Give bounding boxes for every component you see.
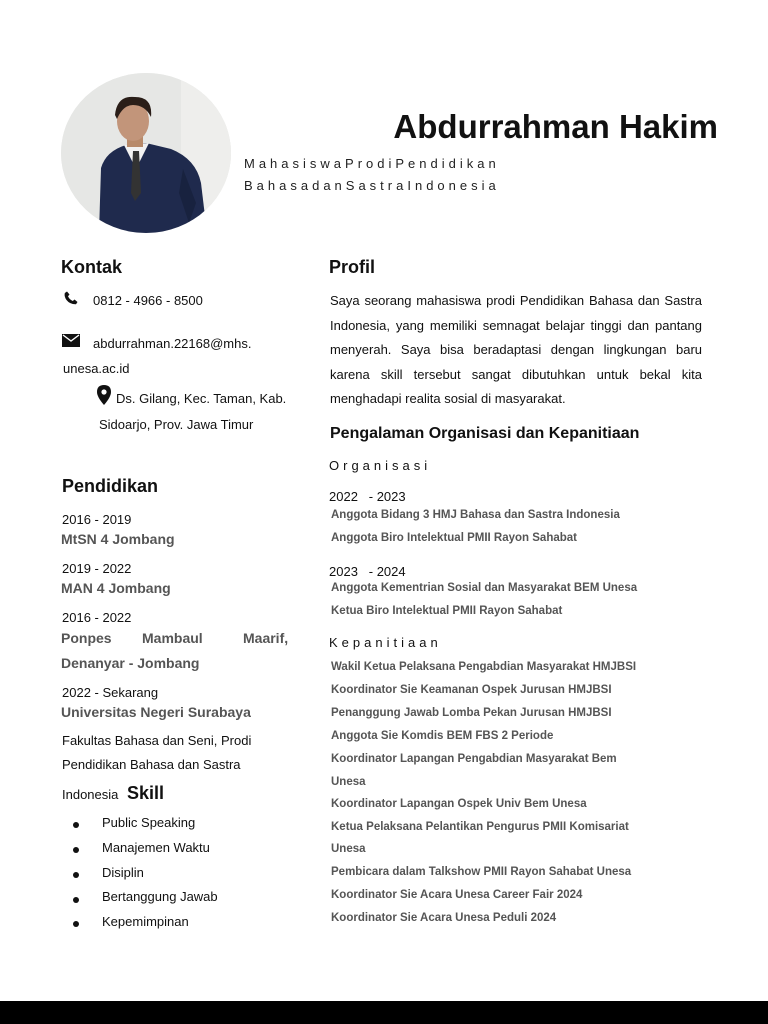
bullet bbox=[73, 872, 79, 878]
phone-icon bbox=[64, 291, 78, 305]
org-item: Anggota Kementrian Sosial dan Masyarakat BEM Unesa bbox=[331, 582, 638, 594]
org-years: 2022 - 2023 bbox=[329, 489, 406, 504]
edu-school-word: Ponpes bbox=[61, 630, 112, 646]
edu-detail-line-1: Fakultas Bahasa dan Seni, Prodi bbox=[62, 733, 252, 748]
address-line-2: Sidoarjo, Prov. Jawa Timur bbox=[99, 417, 254, 432]
person-subtitle bbox=[244, 153, 500, 197]
pendidikan-heading: Pendidikan bbox=[62, 476, 159, 496]
subtitle-line-1: MahasiswaProdiPendidikan bbox=[244, 156, 500, 171]
phone-number: 0812 - 4966 - 8500 bbox=[93, 293, 203, 308]
org-item: Ketua Biro Intelektual PMII Rayon Sahabat bbox=[331, 605, 563, 617]
profil-heading: Profil bbox=[329, 257, 376, 277]
bullet bbox=[73, 921, 79, 927]
skill-item: Kepemimpinan bbox=[102, 914, 189, 929]
person-name: Abdurrahman Hakim bbox=[393, 108, 718, 145]
profil-text: Saya seorang mahasiswa prodi Pendidikan Bahasa dan Sastra Indonesia, yang memiliki semnagat belajar tinggi dan pantang menyerah. Saya bisa beradaptasi dengan lingkungan baru karena skill tersebut sangat dibutuhkan untuk bekal kita menghadapi realita sosial di masyarakat. bbox=[330, 293, 702, 406]
bullet bbox=[73, 897, 79, 903]
kepanitiaan-item: Koordinator Sie Acara Unesa Peduli 2024 bbox=[331, 912, 557, 924]
edu-school-word: Mambaul bbox=[142, 630, 203, 646]
profile-photo bbox=[61, 73, 231, 233]
organisasi-label: Organisasi bbox=[329, 458, 432, 473]
kepanitiaan-item: Koordinator Lapangan Pengabdian Masyarakat Bem bbox=[331, 753, 617, 765]
edu-school-line-2: Denanyar - Jombang bbox=[61, 655, 200, 671]
kepanitiaan-item: Pembicara dalam Talkshow PMII Rayon Sahabat Unesa bbox=[331, 866, 632, 878]
org-years: 2023 - 2024 bbox=[329, 564, 406, 579]
kepanitiaan-item: Koordinator Sie Acara Unesa Career Fair 2024 bbox=[331, 889, 583, 901]
kepanitiaan-item-continued: Unesa bbox=[331, 843, 366, 855]
edu-school-word: Maarif, bbox=[243, 630, 289, 646]
org-item: Anggota Biro Intelektual PMII Rayon Sahabat bbox=[331, 532, 578, 544]
skill-heading: Skill bbox=[127, 783, 165, 803]
kepanitiaan-item: Penanggung Jawab Lomba Pekan Jurusan HMJBSI bbox=[331, 707, 612, 719]
edu-school: MAN 4 Jombang bbox=[61, 580, 171, 596]
kepanitiaan-item: Koordinator Sie Keamanan Ospek Jurusan HMJBSI bbox=[331, 684, 612, 696]
email-line-2: unesa.ac.id bbox=[63, 361, 130, 376]
kontak-heading: Kontak bbox=[61, 257, 123, 277]
skill-item: Manajemen Waktu bbox=[102, 840, 210, 855]
kepanitiaan-label: Kepanitiaan bbox=[329, 635, 442, 650]
subtitle-line-2: BahasadanSastraIndonesia bbox=[244, 178, 500, 193]
skill-item: Public Speaking bbox=[102, 815, 196, 830]
edu-years: 2016 - 2022 bbox=[62, 610, 132, 625]
skill-item: Bertanggung Jawab bbox=[102, 889, 218, 904]
address-line-1: Ds. Gilang, Kec. Taman, Kab. bbox=[116, 391, 287, 406]
pengalaman-heading: Pengalaman Organisasi dan Kepanitiaan bbox=[330, 425, 640, 442]
bullet bbox=[73, 847, 79, 853]
edu-detail-line-2: Pendidikan Bahasa dan Sastra bbox=[62, 757, 241, 772]
kepanitiaan-item-continued: Unesa bbox=[331, 776, 366, 788]
edu-detail-line-3: Indonesia bbox=[62, 787, 119, 802]
bullet bbox=[73, 822, 79, 828]
org-item: Anggota Bidang 3 HMJ Bahasa dan Sastra Indonesia bbox=[331, 509, 620, 521]
location-pin-icon bbox=[97, 385, 111, 405]
email-line-1: abdurrahman.22168@mhs. bbox=[93, 336, 252, 351]
email-icon bbox=[62, 334, 80, 347]
kepanitiaan-item: Ketua Pelaksana Pelantikan Pengurus PMII Komisariat bbox=[331, 821, 629, 833]
skill-item: Disiplin bbox=[102, 865, 144, 880]
kepanitiaan-item: Anggota Sie Komdis BEM FBS 2 Periode bbox=[331, 730, 554, 742]
kepanitiaan-item: Koordinator Lapangan Ospek Univ Bem Unesa bbox=[331, 798, 587, 810]
kepanitiaan-item: Wakil Ketua Pelaksana Pengabdian Masyarakat HMJBSI bbox=[331, 661, 637, 673]
edu-years: 2022 - Sekarang bbox=[62, 685, 159, 700]
footer-bar bbox=[0, 1001, 768, 1024]
edu-years: 2016 - 2019 bbox=[62, 512, 132, 527]
person-portrait-icon bbox=[61, 73, 231, 233]
edu-school: Universitas Negeri Surabaya bbox=[61, 704, 251, 720]
edu-school: MtSN 4 Jombang bbox=[61, 531, 175, 547]
edu-years: 2019 - 2022 bbox=[62, 561, 132, 576]
